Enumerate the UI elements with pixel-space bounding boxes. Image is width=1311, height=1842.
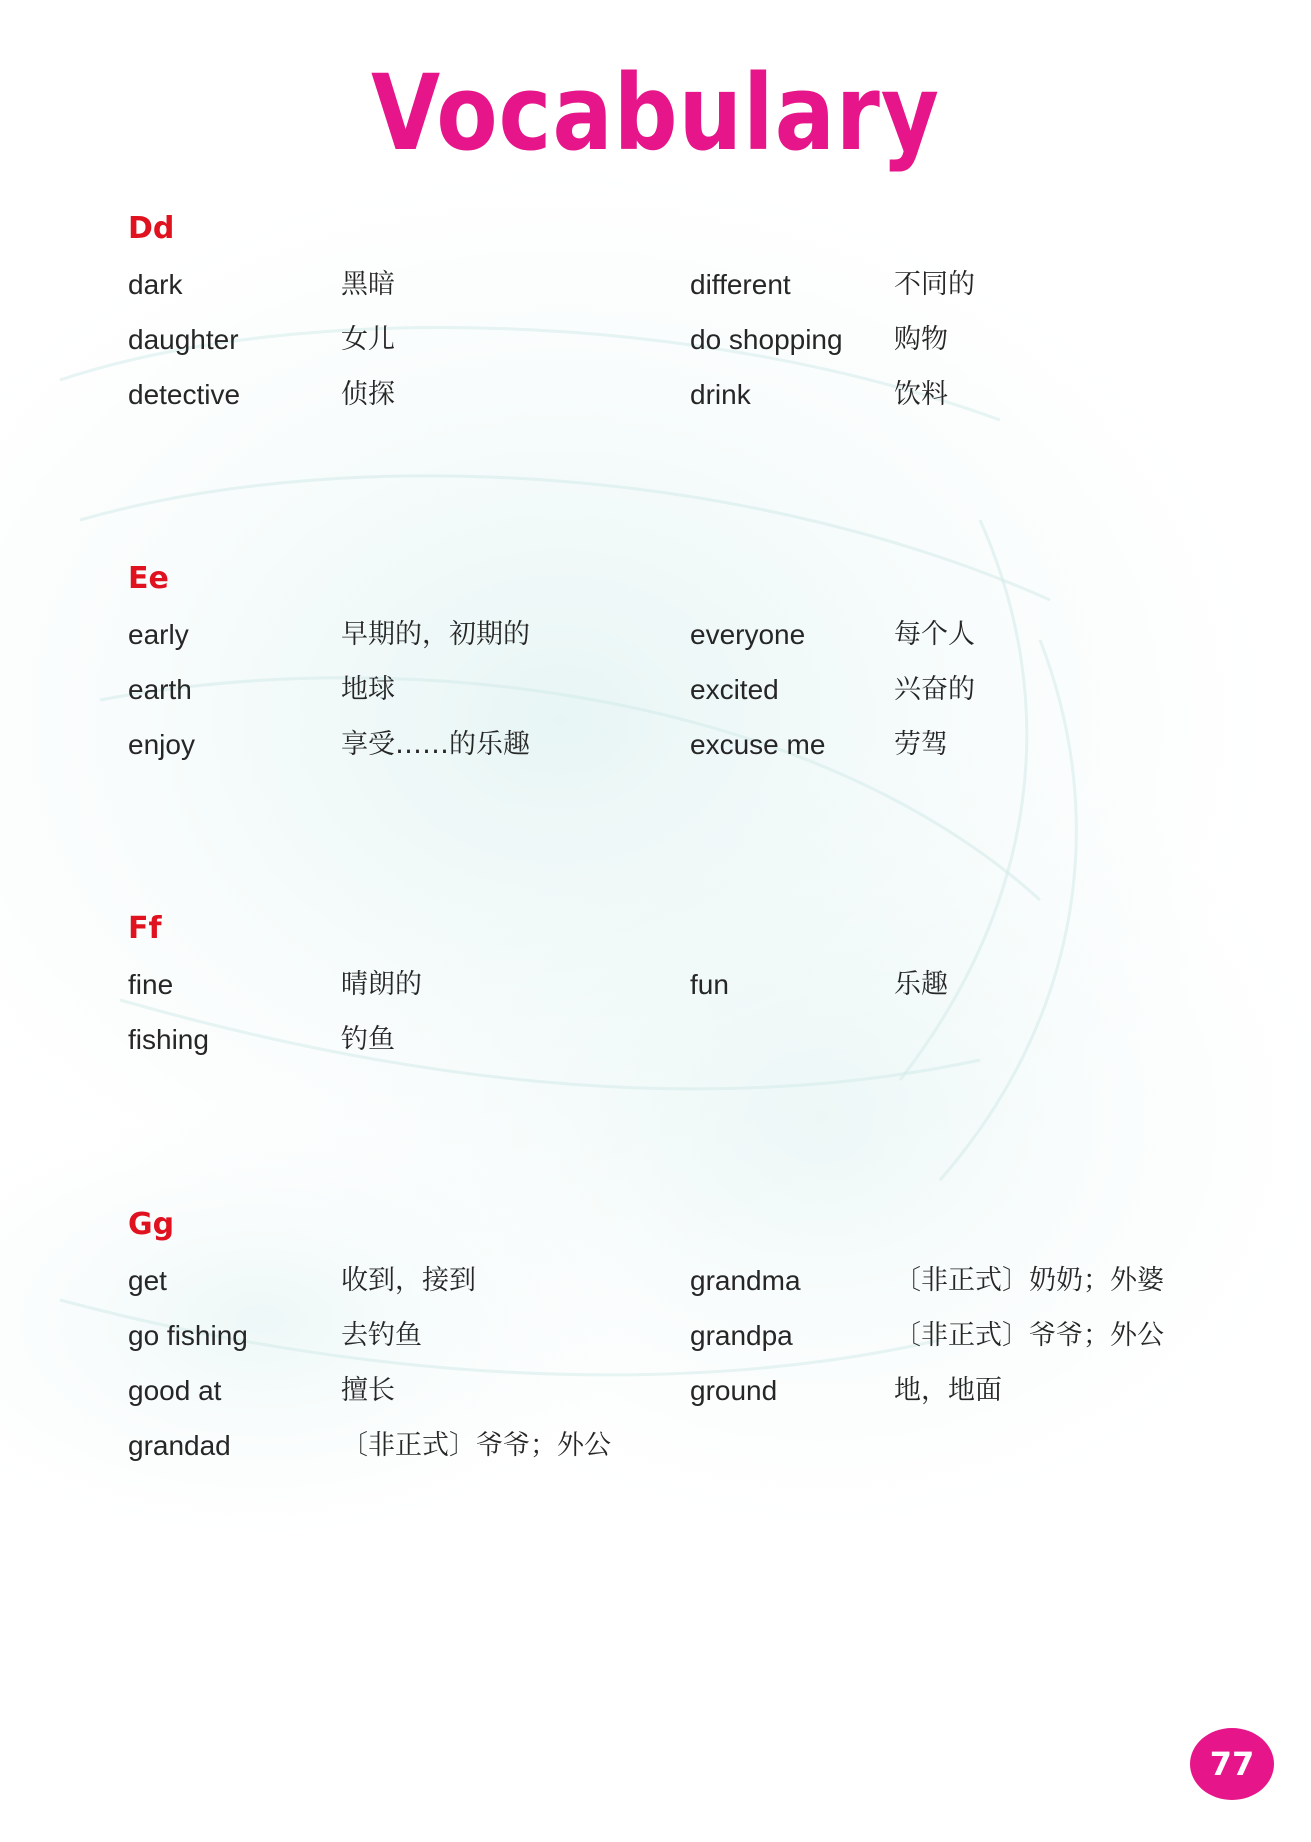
vocab-word: enjoy [128, 729, 195, 760]
vocab-word: excited [690, 674, 779, 705]
vocab-word: do shopping [690, 324, 843, 355]
vocab-word: different [690, 269, 791, 300]
vocab-meaning: 侦探 [341, 379, 395, 410]
vocab-word: go fishing [128, 1320, 248, 1351]
vocab-word: fine [128, 969, 174, 1000]
vocab-word: fishing [128, 1024, 209, 1055]
vocab-word: dark [128, 269, 183, 300]
page-title: Vocabulary [371, 52, 940, 174]
section-d [128, 207, 1228, 410]
vocab-meaning: 收到，接到 [341, 1265, 476, 1296]
vocab-word: detective [128, 379, 241, 410]
vocab-word: excuse me [690, 729, 826, 760]
vocab-word: daughter [128, 324, 239, 355]
section-heading: Dd [128, 211, 175, 246]
vocab-meaning: 晴朗的 [341, 969, 422, 1000]
vocab-meaning: 钓鱼 [341, 1024, 395, 1055]
vocab-word: grandad [128, 1430, 231, 1461]
section-heading: Ff [128, 911, 162, 946]
vocab-meaning: 乐趣 [894, 969, 948, 1000]
vocab-word: good at [128, 1375, 222, 1406]
vocab-word: ground [690, 1375, 778, 1406]
vocab-meaning: 擅长 [341, 1375, 395, 1406]
vocab-meaning: 每个人 [894, 619, 975, 650]
vocab-meaning: 地球 [341, 674, 395, 705]
vocab-word: everyone [690, 619, 806, 650]
vocab-meaning: 不同的 [894, 269, 975, 300]
vocab-word: grandpa [690, 1320, 793, 1351]
vocab-word: get [128, 1265, 167, 1296]
section-f [128, 907, 1228, 1055]
section-heading: Gg [128, 1207, 175, 1242]
vocab-word: early [128, 619, 189, 650]
vocab-word: fun [690, 969, 729, 1000]
vocab-meaning: 〔非正式〕奶奶；外婆 [894, 1265, 1164, 1296]
vocab-word: drink [690, 379, 751, 410]
vocab-meaning: 〔非正式〕爷爷；外公 [341, 1430, 611, 1461]
vocab-meaning: 享受……的乐趣 [341, 729, 530, 760]
vocab-meaning: 地，地面 [894, 1375, 1002, 1406]
section-g [128, 1203, 1228, 1461]
vocab-meaning: 〔非正式〕爷爷；外公 [894, 1320, 1164, 1351]
vocab-meaning: 兴奋的 [894, 674, 975, 705]
vocab-word: earth [128, 674, 192, 705]
vocab-meaning: 饮料 [894, 379, 948, 410]
page-number-badge: 77 [1190, 1728, 1274, 1800]
vocab-meaning: 去钓鱼 [341, 1320, 422, 1351]
vocab-meaning: 黑暗 [341, 269, 395, 300]
section-e [128, 557, 1228, 760]
vocab-meaning: 劳驾 [894, 729, 948, 760]
vocab-meaning: 女儿 [341, 324, 395, 355]
vocab-meaning: 早期的，初期的 [341, 619, 530, 650]
vocab-meaning: 购物 [894, 324, 948, 355]
vocab-word: grandma [690, 1265, 801, 1296]
section-heading: Ee [128, 561, 169, 596]
